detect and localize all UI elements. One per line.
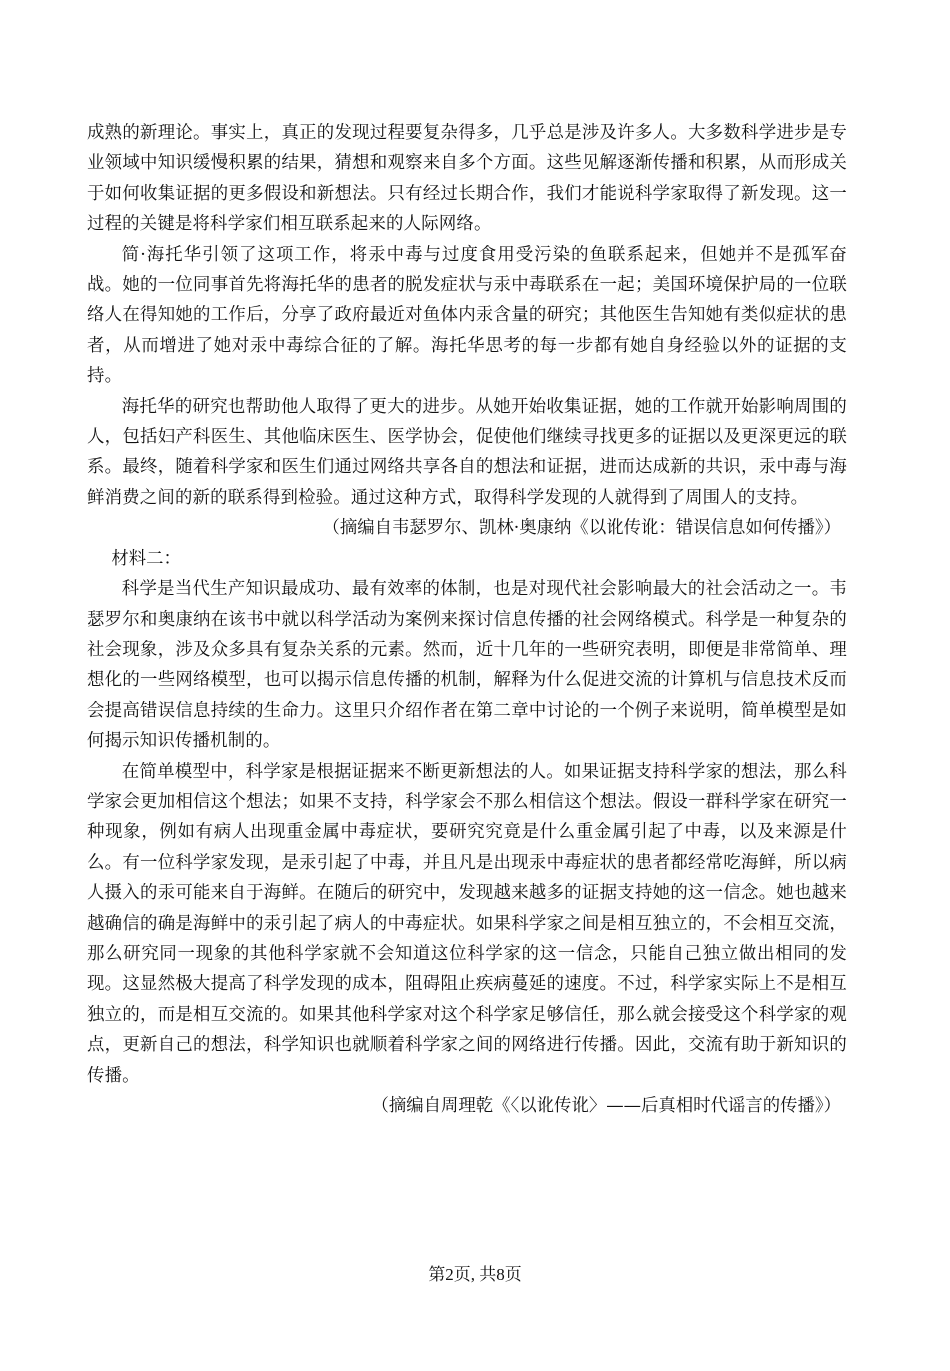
page-number: 第2页, 共8页	[428, 1265, 522, 1284]
material2-paragraph-1: 科学是当代生产知识最成功、最有效率的体制，也是对现代社会影响最大的社会活动之一。韦瑟罗尔和奥康纳在该书中就以科学活动为案例来探讨信息传播的社会网络模式。科学是一种复杂的社会现象，涉及众多具有复杂关系的元素。然而，近十几年的一些研究表明，即便是非常简单、理想化的一些网络模型，也可以揭示信息传播的机制，解释为什么促进交流的计算机与信息技术反而会提高错误信息持续的生命力。这里只介绍作者在第二章中讨论的一个例子来说明，简单模型是如何揭示知识传播机制的。	[87, 579, 847, 752]
material2-source: （摘编自周理乾《〈以讹传讹〉——后真相时代谣言的传播》）	[371, 1096, 841, 1116]
material1-paragraph-3: 海托华的研究也帮助他人取得了更大的进步。从她开始收集证据，她的工作就开始影响周围的人，包括妇产科医生、其他临床医生、医学协会，促使他们继续寻找更多的证据以及更深更远的联系。最终，随着科学家和医生们通过网络共享各自的想法和证据，进而达成新的共识，汞中毒与海鲜消费之间的新的联系得到检验。通过这种方式，取得科学发现的人就得到了周围人的支持。	[87, 396, 847, 508]
material2-label: 材料二：	[111, 548, 181, 569]
material2-paragraph-2: 在简单模型中，科学家是根据证据来不断更新想法的人。如果证据支持科学家的想法，那么科学家会更加相信这个想法；如果不支持，科学家会不那么相信这个想法。假设一群科学家在研究一种现象，例如有病人出现重金属中毒症状，要研究究竟是什么重金属引起了中毒，以及来源是什么。有一位科学家发现，是汞引起了中毒，并且凡是出现汞中毒症状的患者都经常吃海鲜，所以病人摄入的汞可能来自于海鲜。在随后的研究中，发现越来越多的证据支持她的这一信念。她也越来越确信的确是海鲜中的汞引起了病人的中毒症状。如果科学家之间是相互独立的，不会相互交流，那么研究同一现象的其他科学家就不会知道这位科学家的这一信念，只能自己独立做出相同的发现。这显然极大提高了科学发现的成本，阻碍阻止疾病蔓延的速度。不过，科学家实际上不是相互独立的，而是相互交流的。如果其他科学家对这个科学家足够信任，那么就会接受这个科学家的观点，更新自己的想法，科学知识也就顺着科学家之间的网络进行传播。因此，交流有助于新知识的传播。	[87, 761, 847, 1086]
document-body	[87, 118, 847, 1121]
material1-paragraph-2: 简·海托华引领了这项工作，将汞中毒与过度食用受污染的鱼联系起来，但她并不是孤军奋战。她的一位同事首先将海托华的患者的脱发症状与汞中毒联系在一起；美国环境保护局的一位联络人在得知她的工作后，分享了政府最近对鱼体内汞含量的研究；其他医生告知她有类似症状的患者，从而增进了她对汞中毒综合征的了解。海托华思考的每一步都有她自身经验以外的证据的支持。	[87, 244, 847, 387]
material1-source: （摘编自韦瑟罗尔、凯林·奥康纳《以讹传讹：错误信息如何传播》）	[322, 518, 841, 539]
material1-paragraph-1: 成熟的新理论。事实上，真正的发现过程要复杂得多，几乎总是涉及许多人。大多数科学进步是专业领域中知识缓慢积累的结果，猜想和观察来自多个方面。这些见解逐渐传播和积累，从而形成关于如何收集证据的更多假设和新想法。只有经过长期合作，我们才能说科学家取得了新发现。这一过程的关键是将科学家们相互联系起来的人际网络。	[87, 123, 847, 235]
